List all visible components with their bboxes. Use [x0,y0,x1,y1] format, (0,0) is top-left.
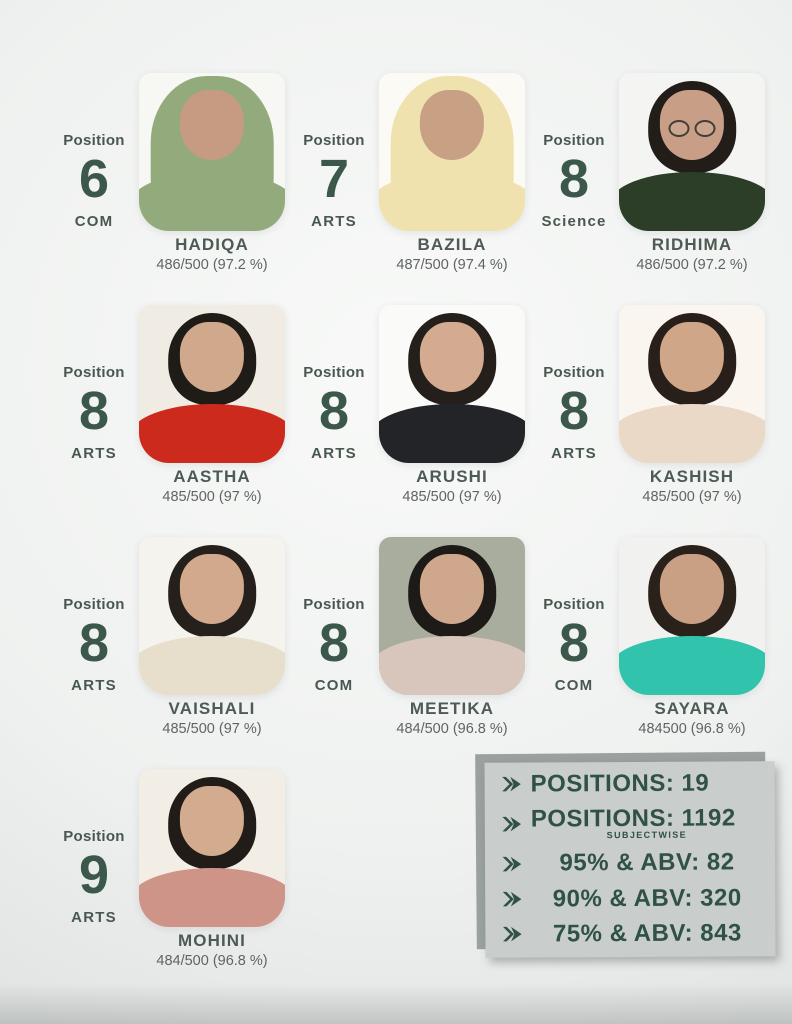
avatar-shoulders [379,636,525,695]
avatar-shoulders [619,404,765,463]
student-photo [379,305,525,463]
avatar-shoulders [139,172,285,231]
results-grid [55,73,775,973]
stream-label: ARTS [71,909,117,926]
position-label: Position [63,595,125,613]
student-name: HADIQA [175,235,249,254]
stat-text: POSITIONS: 19 [530,769,710,798]
student-card [55,305,295,509]
student-card [55,73,295,277]
student-score: 486/500 (97.2 %) [636,256,748,273]
position-label: Position [303,595,365,613]
position-number: 9 [78,844,110,905]
photo-block [619,73,765,274]
photo-block [379,305,525,506]
stat-text: 75% & ABV: 843 [552,919,742,948]
position-block [535,73,613,231]
stream-label: Science [541,213,607,230]
student-name: AASTHA [173,467,251,486]
student-name: MOHINI [178,931,246,950]
position-number: 8 [78,380,110,441]
stream-label: ARTS [311,213,357,230]
stat-text: 90% & ABV: 320 [552,884,742,913]
arrow-icon [501,855,522,872]
avatar-shoulders [379,404,525,463]
student-score: 484/500 (96.8 %) [156,952,268,969]
position-block [535,537,613,695]
glasses-icon [669,120,716,137]
stream-label: COM [554,677,594,694]
avatar-face [180,322,244,392]
student-photo [379,73,525,231]
avatar-face [180,786,244,856]
student-name: ARUSHI [416,467,488,486]
position-block [295,73,373,231]
avatar-shoulders [139,636,285,695]
avatar-shoulders [139,868,285,927]
stream-label: ARTS [311,445,357,462]
stream-label: ARTS [71,445,117,462]
student-photo [139,769,285,927]
student-photo [139,537,285,695]
position-number: 8 [558,380,590,441]
position-block [55,537,133,695]
student-name: BAZILA [417,235,487,254]
avatar-face [660,322,724,392]
student-card [295,73,535,277]
student-score: 485/500 (97 %) [402,488,502,505]
avatar-face [180,554,244,624]
stream-label: ARTS [71,677,117,694]
stats-panel [485,762,775,957]
stat-text: POSITIONS: 1192 [530,804,736,833]
position-number: 8 [318,612,350,673]
arrow-icon [501,890,522,907]
stat-row [495,850,765,877]
photo-block [379,537,525,738]
photo-block [619,537,765,738]
avatar-face [420,90,484,160]
student-card [55,537,295,741]
student-score: 484500 (96.8 %) [638,720,746,737]
position-block [55,73,133,231]
stat-text-block [529,850,765,876]
photo-block [139,73,285,274]
avatar-face [420,322,484,392]
student-score: 486/500 (97.2 %) [156,256,268,273]
position-label: Position [303,131,365,149]
stat-text-block [529,770,765,796]
student-score: 485/500 (97 %) [162,488,262,505]
student-score: 485/500 (97 %) [642,488,742,505]
stat-text-block [529,920,765,946]
position-label: Position [303,363,365,381]
avatar-face [420,554,484,624]
photo-block [139,769,285,970]
stats-box [484,761,775,958]
student-photo [619,305,765,463]
position-label: Position [63,363,125,381]
position-label: Position [63,131,125,149]
stream-label: COM [74,213,114,230]
position-number: 8 [558,612,590,673]
student-card [295,537,535,741]
student-photo [139,73,285,231]
student-photo [379,537,525,695]
student-name: RIDHIMA [651,235,733,254]
student-name: KASHISH [649,467,735,486]
position-block [295,537,373,695]
stat-row [495,885,765,912]
position-number: 8 [78,612,110,673]
avatar-shoulders [619,636,765,695]
student-photo [139,305,285,463]
student-score: 484/500 (96.8 %) [396,720,508,737]
student-name: VAISHALI [168,699,256,718]
student-name: MEETIKA [409,699,495,718]
position-label: Position [63,827,125,845]
position-label: Position [543,595,605,613]
stat-row [495,770,765,797]
student-score: 487/500 (97.4 %) [396,256,508,273]
avatar-shoulders [379,172,525,231]
student-name: SAYARA [654,699,730,718]
position-label: Position [543,363,605,381]
student-card [295,305,535,509]
student-photo [619,537,765,695]
stream-label: ARTS [551,445,597,462]
position-number: 6 [78,148,110,209]
photo-block [139,537,285,738]
student-card [535,537,775,741]
stat-row [495,805,765,841]
student-card [535,73,775,277]
photo-block [139,305,285,506]
avatar-shoulders [619,172,765,231]
avatar-face [660,554,724,624]
position-number: 8 [318,380,350,441]
student-card [55,769,295,973]
position-block [295,305,373,463]
position-label: Position [543,131,605,149]
position-number: 7 [318,148,350,209]
arrow-icon [501,815,522,832]
photo-block [379,73,525,274]
stat-text-block [529,885,765,911]
stat-subtext: SUBJECTWISE [606,830,688,841]
student-card [535,305,775,509]
position-block [55,305,133,463]
avatar-shoulders [139,404,285,463]
arrow-icon [501,776,522,793]
arrow-icon [501,925,522,942]
student-score: 485/500 (97 %) [162,720,262,737]
photo-block [619,305,765,506]
avatar-face [180,90,244,160]
position-block [535,305,613,463]
stat-text: 95% & ABV: 82 [559,848,735,877]
position-block [55,769,133,927]
stream-label: COM [314,677,354,694]
student-photo [619,73,765,231]
stat-row [495,920,765,947]
position-number: 8 [558,148,590,209]
stat-text-block [529,805,765,840]
